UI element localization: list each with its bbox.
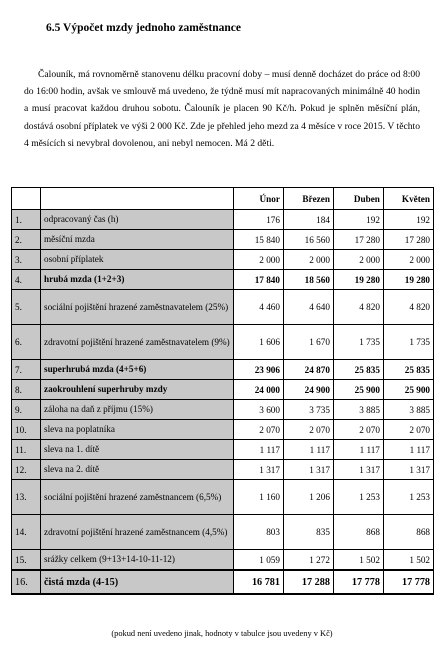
table-footnote: (pokud není uvedeno jinak, hodnoty v tabulce jsou uvedeny v Kč) [111,629,333,638]
row-number: 11. [12,440,41,460]
value-cell: 1 735 [383,325,433,360]
value-cell: 24 900 [283,380,333,400]
row-label: sociální pojištění hrazené zaměstnavatelem (25%) [41,290,234,325]
value-cell: 1 606 [234,325,284,360]
row-label: zaokrouhlení superhruby mzdy [41,380,234,400]
value-cell: 868 [333,515,383,550]
month-header: Únor [234,188,284,210]
value-cell: 17 840 [234,270,284,290]
value-cell: 2 070 [383,420,433,440]
value-cell: 1 253 [383,480,433,515]
table-row [12,460,434,480]
row-number: 8. [12,380,41,400]
value-cell: 16 781 [234,570,284,594]
value-cell: 16 560 [283,230,333,250]
value-cell: 1 206 [283,480,333,515]
row-number: 4. [12,270,41,290]
row-number: 2. [12,230,41,250]
table-header-row [12,188,434,210]
value-cell: 1 117 [234,440,284,460]
table-row [12,400,434,420]
table-row [12,210,434,230]
value-cell: 192 [333,210,383,230]
row-number: 12. [12,460,41,480]
salary-table [11,187,434,595]
value-cell: 24 870 [283,360,333,380]
table-row [12,290,434,325]
value-cell: 3 600 [234,400,284,420]
row-label: sleva na 1. dítě [41,440,234,460]
row-number: 5. [12,290,41,325]
value-cell: 1 272 [283,550,333,571]
row-number: 7. [12,360,41,380]
row-number: 16. [12,570,41,594]
value-cell: 1 117 [283,440,333,460]
month-header: Duben [333,188,383,210]
value-cell: 2 070 [283,420,333,440]
value-cell: 1 059 [234,550,284,571]
value-cell: 176 [234,210,284,230]
value-cell: 1 117 [333,440,383,460]
table-row [12,570,434,594]
value-cell: 17 280 [383,230,433,250]
value-cell: 15 840 [234,230,284,250]
row-label: zdravotní pojištění hrazené zaměstnavatelem (9%) [41,325,234,360]
value-cell: 23 906 [234,360,284,380]
row-label: zdravotní pojištění hrazené zaměstnancem (4,5%) [41,515,234,550]
value-cell: 4 820 [383,290,433,325]
row-number: 9. [12,400,41,420]
value-cell: 18 560 [283,270,333,290]
value-cell: 835 [283,515,333,550]
header-blank-cell [41,188,234,210]
row-label: záloha na daň z příjmu (15%) [41,400,234,420]
value-cell: 3 885 [333,400,383,420]
row-number: 1. [12,210,41,230]
value-cell: 1 160 [234,480,284,515]
value-cell: 192 [383,210,433,230]
table-row [12,380,434,400]
row-number: 14. [12,515,41,550]
value-cell: 868 [383,515,433,550]
value-cell: 2 000 [333,250,383,270]
row-label: srážky celkem (9+13+14-10-11-12) [41,550,234,571]
value-cell: 4 820 [333,290,383,325]
table-row [12,250,434,270]
row-label: hrubá mzda (1+2+3) [41,270,234,290]
row-label: superhrubá mzda (4+5+6) [41,360,234,380]
value-cell: 1 317 [333,460,383,480]
value-cell: 2 000 [234,250,284,270]
value-cell: 25 835 [333,360,383,380]
table-row [12,550,434,571]
value-cell: 19 280 [333,270,383,290]
row-label: měsíční mzda [41,230,234,250]
value-cell: 3 735 [283,400,333,420]
value-cell: 19 280 [383,270,433,290]
value-cell: 4 640 [283,290,333,325]
row-label: sociální pojištění hrazené zaměstnancem (6,5%) [41,480,234,515]
table-row [12,270,434,290]
row-number: 15. [12,550,41,571]
value-cell: 1 317 [283,460,333,480]
row-label: sleva na 2. dítě [41,460,234,480]
table-row [12,515,434,550]
row-number: 13. [12,480,41,515]
table-body [12,210,434,595]
value-cell: 4 460 [234,290,284,325]
table-row [12,325,434,360]
header-blank-cell [12,188,41,210]
table-row [12,440,434,460]
value-cell: 1 735 [333,325,383,360]
value-cell: 17 280 [333,230,383,250]
table-row [12,230,434,250]
value-cell: 17 778 [333,570,383,594]
value-cell: 17 288 [283,570,333,594]
row-label: osobní příplatek [41,250,234,270]
value-cell: 2 070 [333,420,383,440]
value-cell: 1 317 [383,460,433,480]
value-cell: 25 900 [383,380,433,400]
value-cell: 1 117 [383,440,433,460]
value-cell: 1 502 [333,550,383,571]
month-header: Květen [383,188,433,210]
value-cell: 1 253 [333,480,383,515]
table-row [12,420,434,440]
section-heading: 6.5 Výpočet mzdy jednoho zaměstnance [46,22,241,34]
table-row [12,480,434,515]
value-cell: 2 070 [234,420,284,440]
value-cell: 2 000 [383,250,433,270]
row-number: 10. [12,420,41,440]
value-cell: 1 502 [383,550,433,571]
value-cell: 1 670 [283,325,333,360]
value-cell: 17 778 [383,570,433,594]
value-cell: 24 000 [234,380,284,400]
month-header: Březen [283,188,333,210]
value-cell: 2 000 [283,250,333,270]
value-cell: 25 900 [333,380,383,400]
row-number: 3. [12,250,41,270]
row-label: odpracovaný čas (h) [41,210,234,230]
value-cell: 803 [234,515,284,550]
value-cell: 25 835 [383,360,433,380]
row-number: 6. [12,325,41,360]
value-cell: 184 [283,210,333,230]
row-label: sleva na poplatníka [41,420,234,440]
row-label: čistá mzda (4-15) [41,570,234,594]
value-cell: 3 885 [383,400,433,420]
table-row [12,360,434,380]
value-cell: 1 317 [234,460,284,480]
intro-paragraph: Čalouník, má rovnoměrně stanovenu délku pracovní doby – musí denně docházet do práce od 8:00 do 16:00 hodin, avšak ve smlouvě má uvedeno, že týdně musí mít napracovaných minimálně 40 hodin a musí pracovat každou druhou sobotu. Čalouník je placen 90 Kč/h. Pokud je splněn měsíční plán, dostává osobní příplatek ve výši 2 000 Kč. Zde je přehled jeho mezd za 4 měsíce v roce 2015. V těchto 4 měsících si nevybral dovolenou, ani nebyl nemocen. Má 2 děti. [24,69,420,149]
